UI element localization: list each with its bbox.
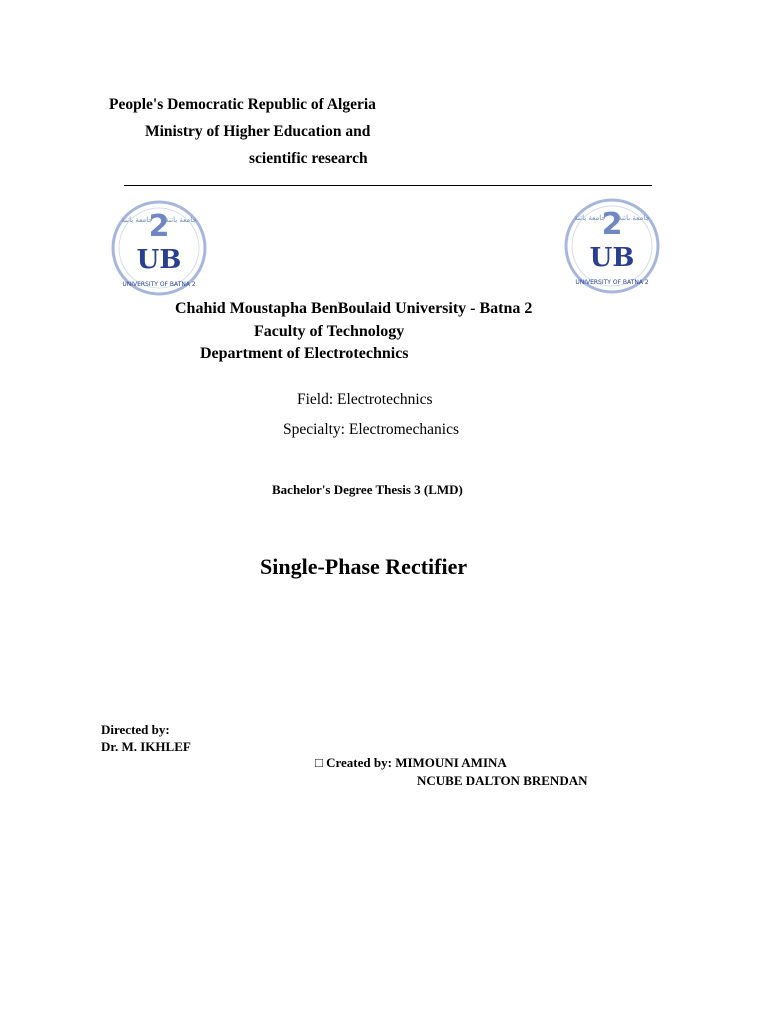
field-text: Field: Electrotechnics: [297, 391, 433, 408]
svg-text:UB: UB: [589, 243, 635, 273]
svg-text:UB: UB: [136, 245, 182, 275]
bullet-marker: □: [315, 755, 323, 770]
degree-label: Bachelor's Degree Thesis 3 (LMD): [272, 482, 463, 497]
header-divider: [124, 185, 652, 186]
svg-text:جامعة باتنة: جامعة باتنة: [121, 216, 153, 224]
country-name: People's Democratic Republic of Algeria: [109, 96, 376, 113]
svg-text:2: 2: [148, 209, 170, 244]
thesis-title: Single-Phase Rectifier: [260, 554, 468, 579]
ministry-name: Ministry of Higher Education and: [145, 123, 371, 140]
authors-line: [315, 755, 507, 771]
faculty-name: Faculty of Technology: [254, 323, 405, 340]
svg-text:جامعة باتنة: جامعة باتنة: [618, 214, 650, 222]
svg-text:2: 2: [601, 207, 623, 242]
svg-text:UNIVERSITY OF BATNA 2: UNIVERSITY OF BATNA 2: [122, 281, 196, 288]
svg-text:جامعة باتنة: جامعة باتنة: [165, 216, 197, 224]
svg-text:جامعة باتنة: جامعة باتنة: [574, 214, 606, 222]
university-name: Chahid Moustapha BenBoulaid University - Batna 2: [175, 300, 533, 317]
supervisor-name: Dr. M. IKHLEF: [101, 739, 191, 754]
supervisor-label: Directed by:: [101, 722, 170, 737]
university-logo-right: [553, 196, 671, 296]
authors-label: Created by:: [326, 755, 392, 770]
university-logo-left: [100, 198, 218, 298]
author-name-2: NCUBE DALTON BRENDAN: [417, 773, 588, 788]
ministry-name-cont: scientific research: [249, 150, 368, 167]
department-name: Department of Electrotechnics: [200, 345, 409, 362]
author-name-1: MIMOUNI AMINA: [395, 755, 507, 770]
specialty-text: Specialty: Electromechanics: [283, 421, 460, 438]
svg-text:UNIVERSITY OF BATNA 2: UNIVERSITY OF BATNA 2: [575, 279, 649, 286]
